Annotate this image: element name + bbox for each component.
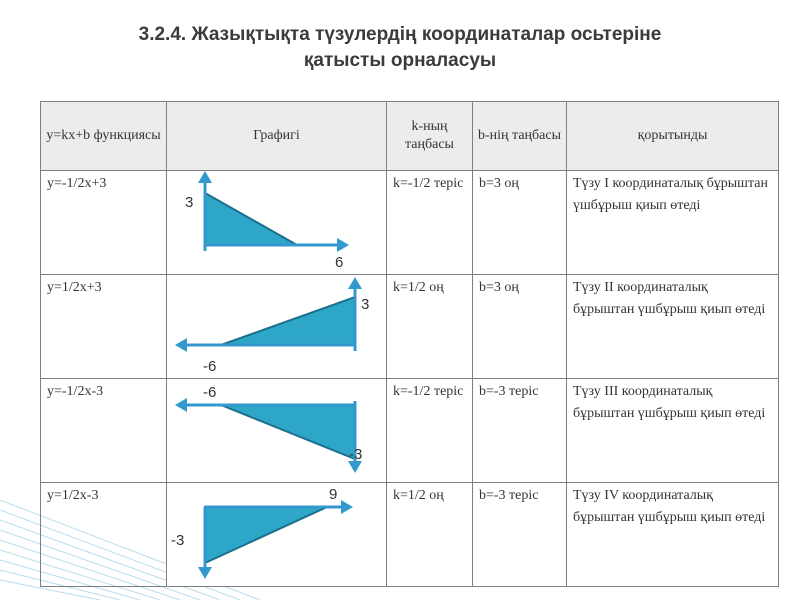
x-arrowhead — [175, 338, 187, 352]
triangle — [205, 193, 297, 245]
b-sign: b=3 оң — [479, 280, 519, 295]
k-sign: k=-1/2 теріс — [393, 176, 464, 191]
k-sign: k=1/2 оң — [393, 280, 444, 295]
function-formula: y=1/2x-3 — [47, 488, 99, 503]
function-formula: y=1/2x+3 — [47, 280, 102, 295]
conclusion: Түзу II координаталық бұрыштан үшбұрыш қиып өтеді — [573, 280, 766, 317]
triangle — [205, 507, 327, 563]
table-row — [41, 171, 779, 275]
header-conclusion: қорытынды — [567, 102, 779, 171]
graph-label-b: 6 — [335, 254, 344, 271]
b-sign: b=3 оң — [479, 176, 519, 191]
conclusion: Түзу I координаталық бұрыштан үшбұрыш қиып өтеді — [573, 176, 768, 213]
x-arrowhead — [175, 398, 187, 412]
title-number: 3.2.4. — [138, 24, 187, 45]
y-arrowhead — [348, 277, 362, 289]
title-line1: Жазықтықта түзулердің координаталар осьтеріне — [191, 24, 662, 45]
function-formula: y=-1/2x-3 — [47, 384, 104, 399]
graph-quadrant-2 — [167, 275, 387, 378]
table-row — [41, 379, 779, 483]
b-sign: b=-3 теріс — [479, 384, 539, 399]
graph-cell — [167, 171, 387, 275]
conclusion: Түзу IV координаталық бұрыштан үшбұрыш қиып өтеді — [573, 488, 766, 525]
header-k-sign: k-ның таңбасы — [387, 102, 473, 171]
b-sign: b=-3 теріс — [479, 488, 539, 503]
y-arrowhead — [198, 171, 212, 183]
table-row — [41, 275, 779, 379]
graph-cell — [167, 275, 387, 379]
triangle — [221, 405, 355, 459]
graph-label-a: 9 — [329, 486, 338, 503]
title-line2: қатысты орналасуы — [303, 50, 497, 71]
graph-cell — [167, 483, 387, 587]
graph-quadrant-4 — [167, 483, 387, 586]
graph-label-a: -6 — [203, 384, 217, 401]
graph-label-b: -6 — [203, 358, 217, 375]
graph-quadrant-1 — [167, 171, 387, 274]
graph-cell — [167, 379, 387, 483]
slide-title — [40, 22, 760, 74]
table-header-row — [41, 102, 779, 171]
graph-label-b: -3 — [171, 532, 185, 549]
table-row — [41, 483, 779, 587]
header-graph: Графигі — [167, 102, 387, 171]
k-sign: k=-1/2 теріс — [393, 384, 464, 399]
conclusion: Түзу III координаталық бұрыштан үшбұрыш қиып өтеді — [573, 384, 766, 421]
triangle — [221, 297, 355, 345]
functions-table — [40, 101, 779, 587]
function-formula: y=-1/2x+3 — [47, 176, 107, 191]
header-function: y=kx+b функциясы — [41, 102, 167, 171]
graph-quadrant-3 — [167, 379, 387, 482]
graph-label-a: 3 — [185, 194, 194, 211]
x-arrowhead — [341, 500, 353, 514]
graph-label-b: -3 — [349, 446, 363, 463]
header-b-sign: b-нің таңбасы — [473, 102, 567, 171]
k-sign: k=1/2 оң — [393, 488, 444, 503]
graph-label-a: 3 — [361, 296, 370, 313]
x-arrowhead — [337, 238, 349, 252]
y-arrowhead — [198, 567, 212, 579]
